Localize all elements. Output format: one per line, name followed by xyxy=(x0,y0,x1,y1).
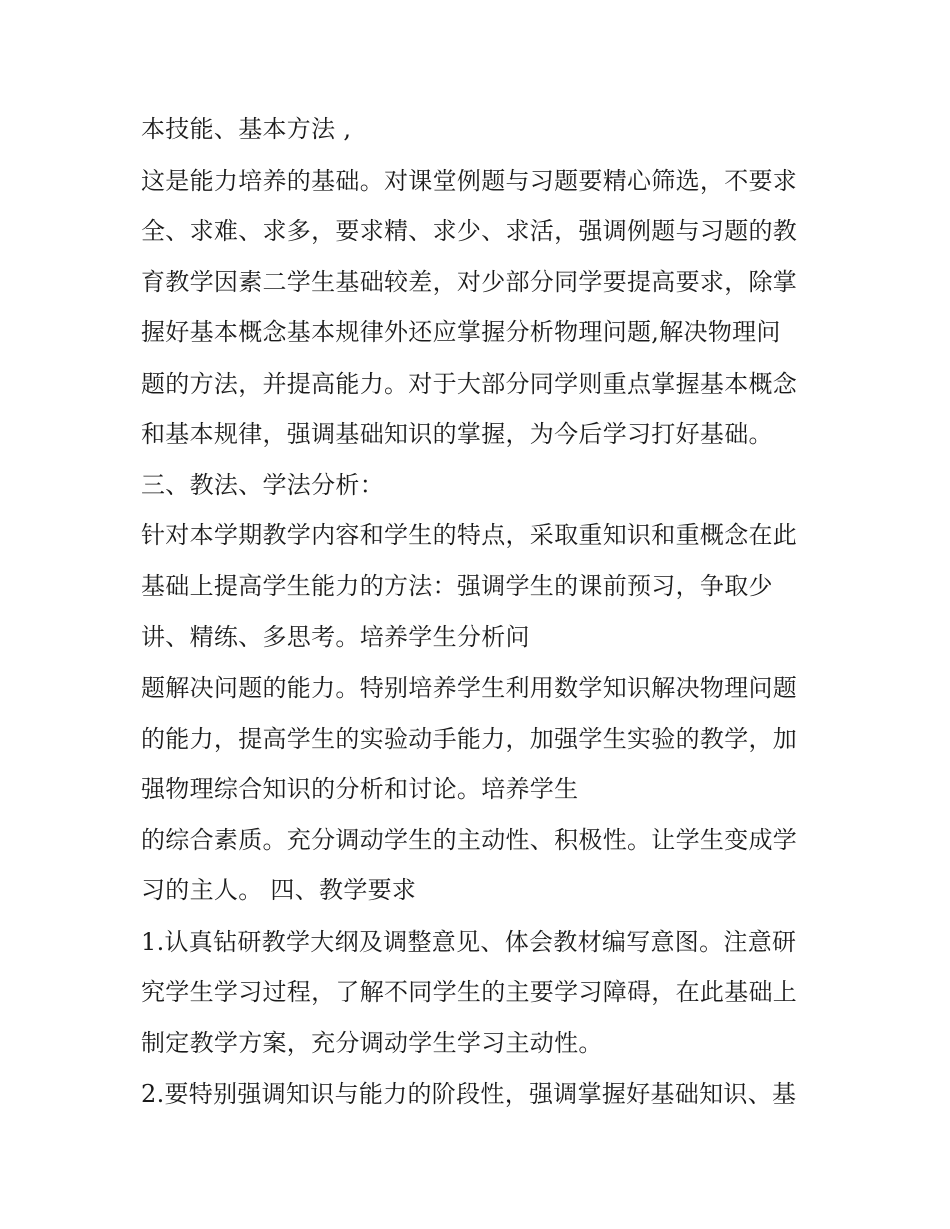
text-line: 基础上提高学生能力的方法：强调学生的课前预习，争取少 xyxy=(141,572,773,600)
text-line: 本技能、基本方法 , xyxy=(141,115,352,143)
list-item: 2.要特别强调知识与能力的阶段性，强调掌握好基础知识、基 xyxy=(141,1080,797,1108)
text-line: 题的方法，并提高能力。对于大部分同学则重点掌握基本概念 xyxy=(141,370,798,398)
text-line: 题解决问题的能力。特别培养学生利用数学知识解决物理问题 xyxy=(141,674,798,702)
text-line: 的综合素质。充分调动学生的主动性、积极性。让学生变成学 xyxy=(141,826,798,854)
text-line: 的能力，提高学生的实验动手能力，加强学生实验的教学，加 xyxy=(141,725,798,753)
text-line: 制定教学方案，充分调动学生学习主动性。 xyxy=(141,1029,603,1057)
text-line: 握好基本概念基本规律外还应掌握分析物理问题,解决物理问 xyxy=(141,318,781,346)
text-line: 针对本学期教学内容和学生的特点，采取重知识和重概念在此 xyxy=(141,521,798,549)
text-line: 究学生学习过程，了解不同学生的主要学习障碍，在此基础上 xyxy=(141,978,798,1006)
text-line: 和基本规律，强调基础知识的掌握，为今后学习打好基础。 xyxy=(141,420,773,448)
text-line: 讲、精练、多思考。培养学生分析问 xyxy=(141,623,530,651)
list-item: 1.认真钻研教学大纲及调整意见、体会教材编写意图。注意研 xyxy=(141,928,797,956)
text-line: 习的主人。 四、教学要求 xyxy=(141,876,417,904)
text-line: 这是能力培养的基础。对课堂例题与习题要精心筛选，不要求 xyxy=(141,167,798,195)
section-heading: 三、教法、学法分析： xyxy=(141,471,384,499)
text-line: 全、求难、求多，要求精、求少、求活，强调例题与习题的教 xyxy=(141,217,798,245)
text-line: 强物理综合知识的分析和讨论。培养学生 xyxy=(141,775,579,803)
text-line: 育教学因素二学生基础较差，对少部分同学要提高要求，除掌 xyxy=(141,268,798,296)
